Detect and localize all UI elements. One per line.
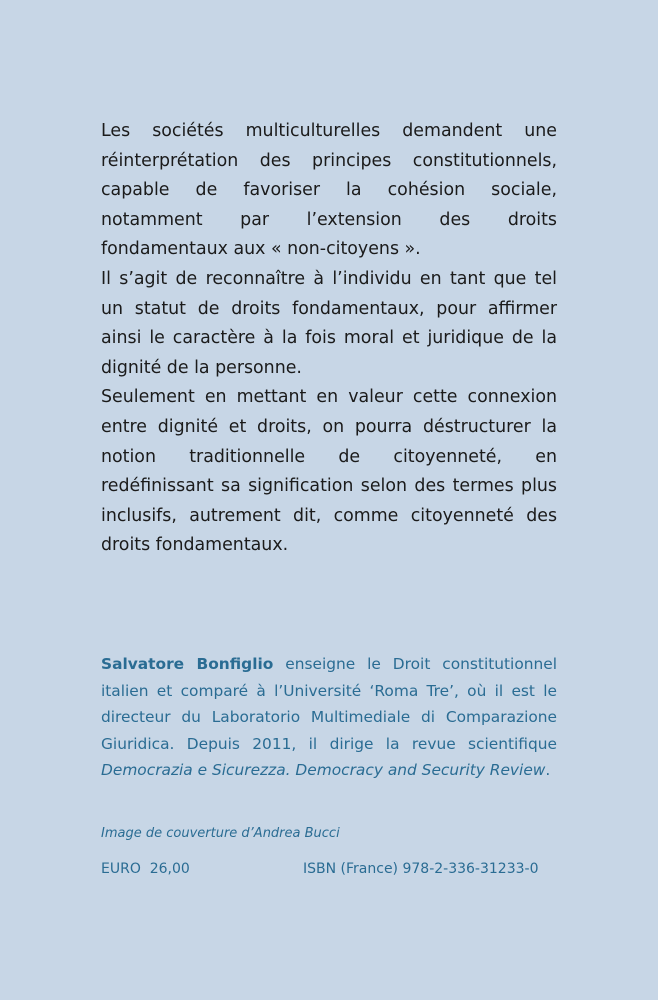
author-bio xyxy=(101,651,557,784)
isbn-label: ISBN (France) 978-2-336-31233-0 xyxy=(303,861,539,877)
author-bio-text: enseigne le Droit constitutionnel italien et comparé à l’Université ‘Roma Tre’, où il est le directeur du Laboratorio Multimediale di Comparazione Giuridica. Depuis 2011, il dirige la revue scientifique xyxy=(101,655,558,753)
journal-title: Democrazia e Sicurezza. Democracy and Security Review xyxy=(101,761,546,780)
blurb-paragraph-1: Les sociétés multiculturelles demandent une réinterprétation des principes constitutionnels, capable de favoriser la cohésion sociale, notamment par l’extension des droits fondamentaux aux « non-citoyens ». xyxy=(101,121,557,260)
blurb-paragraph-2: Il s’agit de reconnaître à l’individu en tant que tel un statut de droits fondamentaux, pour affirmer ainsi le caractère à la fois moral et juridique de la dignité de la personne. xyxy=(101,268,557,378)
back-cover-blurb xyxy=(101,117,557,561)
author-name: Salvatore Bonfiglio xyxy=(101,655,274,673)
cover-image-credit: Image de couverture d’Andrea Bucci xyxy=(101,826,340,841)
price-label: EURO 26,00 xyxy=(101,861,190,877)
blurb-paragraph-3: Seulement en mettant en valeur cette connexion entre dignité et droits, on pourra déstructurer la notion traditionnelle de citoyenneté, en redéfinissant sa signification selon des termes plus inclusifs, autrement dit, comme citoyenneté des droits fondamentaux. xyxy=(101,387,557,556)
author-bio-end: . xyxy=(545,761,551,780)
